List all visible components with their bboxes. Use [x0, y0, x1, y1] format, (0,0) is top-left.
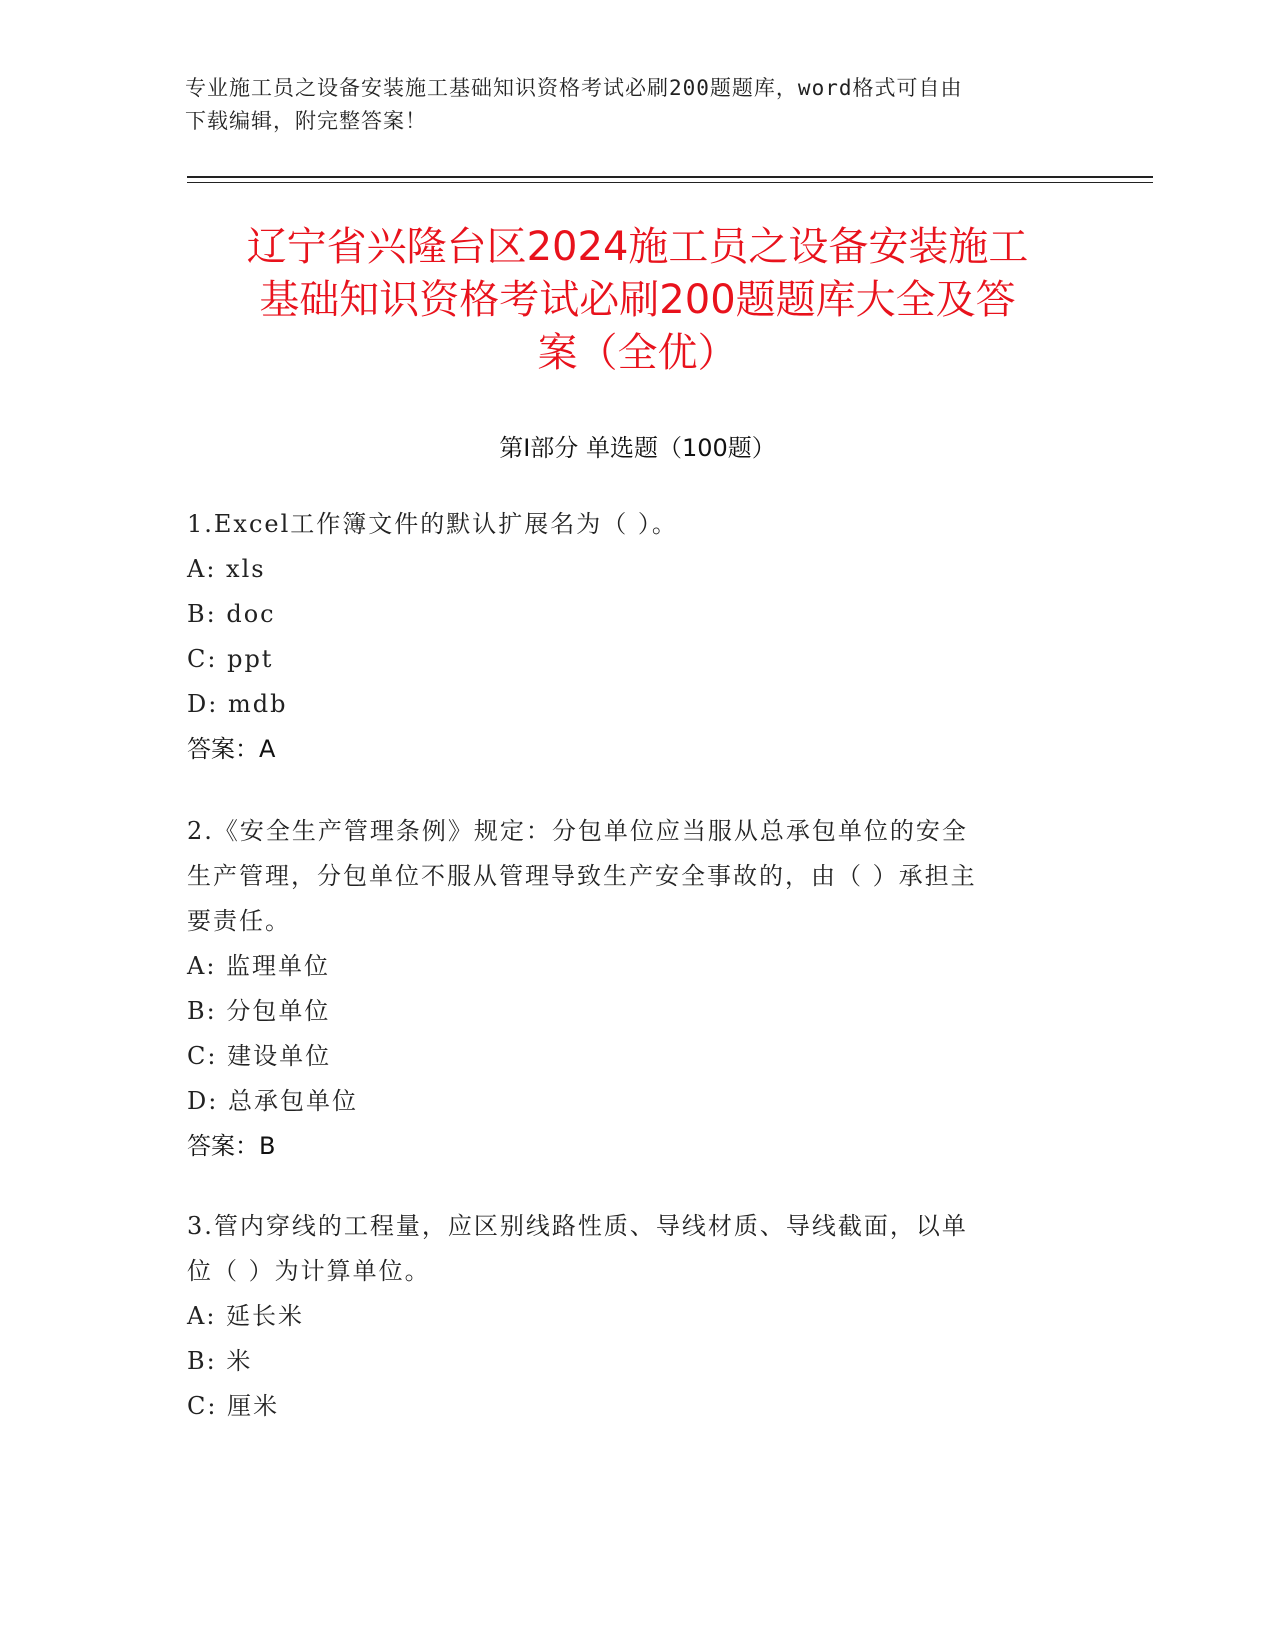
header-divider-thin: [187, 182, 1153, 183]
header-note: [185, 72, 1085, 138]
question-text: 2.《安全生产管理条例》规定：分包单位应当服从总承包单位的安全: [187, 817, 968, 845]
question-text: 生产管理，分包单位不服从管理导致生产安全事故的，由（ ）承担主: [187, 862, 977, 890]
option-c: C: 厘米: [187, 1392, 280, 1420]
option-d: D: mdb: [187, 690, 288, 718]
document-title-line: 案（全优）: [537, 330, 738, 376]
question-3: [187, 1204, 1087, 1429]
header-note-line: 下载编辑，附完整答案！: [185, 109, 427, 133]
option-b: B: 分包单位: [187, 997, 331, 1025]
document-title-line: 辽宁省兴隆台区2024施工员之设备安装施工: [246, 224, 1029, 270]
answer: 答案：B: [187, 1132, 276, 1160]
question-2: [187, 809, 1087, 1169]
section-heading: 第Ⅰ部分 单选题（100题）: [499, 434, 776, 462]
document-title: [150, 221, 1125, 380]
question-text: 3.管内穿线的工程量，应区别线路性质、导线材质、导线截面，以单: [187, 1212, 968, 1240]
question-text: 要责任。: [187, 907, 291, 935]
option-c: C: 建设单位: [187, 1042, 332, 1070]
option-d: D: 总承包单位: [187, 1087, 358, 1115]
option-c: C: ppt: [187, 645, 274, 673]
question-text: 位（ ）为计算单位。: [187, 1257, 431, 1285]
header-note-line: 专业施工员之设备安装施工基础知识资格考试必刷200题题库，word格式可自由: [185, 76, 963, 100]
option-a: A: 延长米: [187, 1302, 305, 1330]
option-a: A: xls: [187, 555, 266, 583]
document-title-line: 基础知识资格考试必刷200题题库大全及答: [259, 277, 1016, 323]
option-b: B: doc: [187, 600, 276, 628]
option-a: A: 监理单位: [187, 952, 331, 980]
header-divider-thick: [187, 176, 1153, 178]
answer: 答案：A: [187, 735, 276, 763]
question-text: 1.Excel工作簿文件的默认扩展名为（ ）。: [187, 510, 678, 538]
question-1: [187, 502, 1087, 772]
option-b: B: 米: [187, 1347, 253, 1375]
